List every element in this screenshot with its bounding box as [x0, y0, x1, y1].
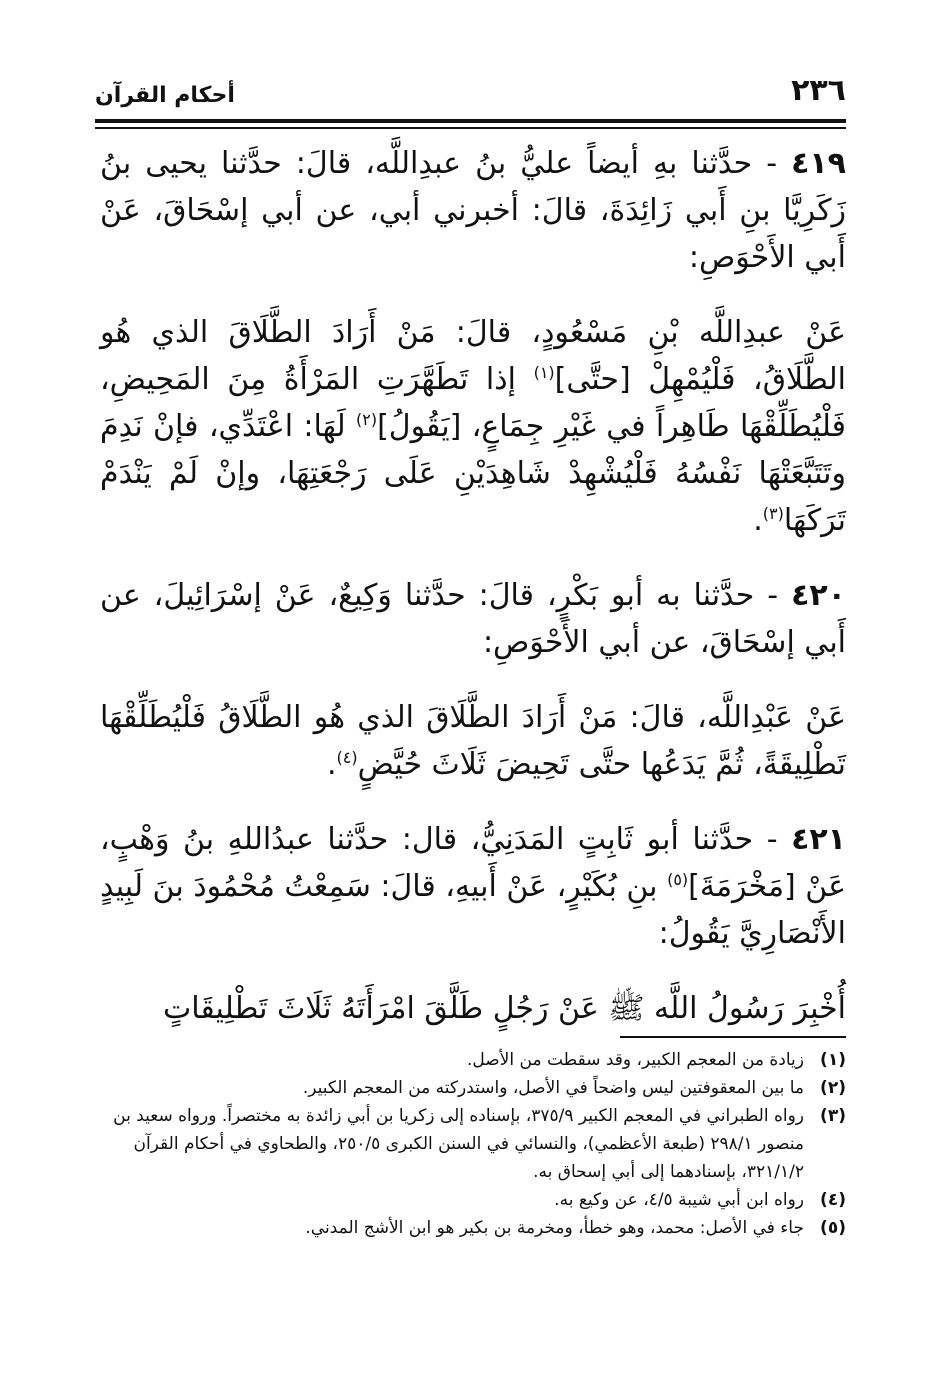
- matn-end: .: [327, 747, 337, 782]
- isnad-text: بنِ بُكَيْرٍ، عَنْ أَبيهِ، قالَ: سَمِعْتُ مُحْمُودَ بنَ لَبِيدٍ الأَنْصَارِيَّ يَقُولُ:: [100, 869, 846, 951]
- footnote-item: [100, 1102, 846, 1186]
- hadith-419-matn: [100, 309, 846, 544]
- footnote-marker: (٢): [355, 410, 378, 429]
- hadith-number: ٤٢١: [791, 822, 846, 857]
- footnote-text: رواه ابن أبي شيبة ٤/٥، عن وكيع به.: [554, 1190, 804, 1210]
- matn-text: عَنْ عَبْدِاللَّه، قالَ: مَنْ أَرَادَ الطَّلَاقَ الذي هُو الطَّلَاقُ فَلْيُطَلِّقْهَا تَطْلِيقَةً، ثُمَّ يَدَعُها حتَّى تَحِيضَ ثَلَاثَ حُيَّضٍ: [100, 700, 846, 782]
- footnote-number: (١): [820, 1050, 846, 1070]
- matn-end: .: [753, 503, 763, 538]
- running-title: أحكام القرآن: [95, 83, 235, 108]
- matn-text: لَهَا: اعْتَدِّي، فإنْ نَدِمَ وتَتَبَّعَتْهَا نَفْسُهُ فَلْيُشْهِدْ شَاهِدَيْنِ عَلَى رَجْعَتِهَا، وإنْ لَمْ يَنْدَمْ تَرَكَهَا: [100, 409, 846, 538]
- footnote-item: [100, 1214, 846, 1242]
- footnote-marker: (١): [533, 363, 555, 382]
- hadith-421-matn: [100, 985, 846, 1032]
- footnote-number: (٥): [820, 1218, 846, 1238]
- hadith-420-isnad: [100, 572, 846, 666]
- footnote-text: ما بين المعقوفتين ليس واضحاً في الأصل، واستدركته من المعجم الكبير.: [302, 1078, 804, 1098]
- isnad-text: - حدَّثنا بهِ أيضاً عليُّ بنُ عبدِاللَّه، قالَ: حدَّثنا يحيى بنُ زَكَرِيَّا بنِ أَبي زَائِدَةَ، قالَ: أخبرني أبي، عن أبي إسْحَاقَ، عَنْ أَبي الأَحْوَصِ:: [100, 146, 846, 275]
- footnote-marker: (٤): [336, 748, 358, 767]
- footnote-number: (٢): [820, 1078, 846, 1098]
- footnote-text: زيادة من المعجم الكبير، وقد سقطت من الأصل.: [466, 1050, 804, 1070]
- footnote-number: (٤): [820, 1190, 846, 1210]
- hadith-number: ٤٢٠: [791, 578, 846, 613]
- footnote-marker: (٣): [762, 504, 784, 523]
- matn-text: عَنْ عبدِاللَّه بْنِ مَسْعُودٍ، قالَ: مَنْ أَرَادَ الطَّلَاقَ الذي هُو الطَّلَاقُ، فَلْيُمْهِلْ [حتَّى]: [100, 315, 847, 397]
- footnote-separator: [620, 1036, 846, 1038]
- matn-text: أُخْبِرَ رَسُولُ اللَّه ﷺ عَنْ رَجُلٍ طَلَّقَ امْرَأَتَهُ ثَلَاثَ تَطْلِيقَاتٍ: [163, 991, 846, 1026]
- header-rule-thick: [95, 119, 846, 123]
- footnote-text: رواه الطبراني في المعجم الكبير ٣٧٥/٩، بإسناده إلى زكريا بن أبي زائدة به مختصراً. ورواه سعيد بن منصور ٢٩٨/١ (طبعة الأعظمي)، والنسائي في السنن الكبرى ٢٥٠/٥، والطحاوي في أحكام القرآن ٣٢١/١/٢، بإسنادهما إلى أبي إسحاق به.: [113, 1106, 804, 1182]
- hadith-420-matn: [100, 694, 846, 788]
- footnote-text: جاء في الأصل: محمد، وهو خطأ، ومخرمة بن بكير هو ابن الأشج المدني.: [305, 1218, 804, 1238]
- footnote-item: [100, 1186, 846, 1214]
- page-number: ٢٣٦: [791, 73, 846, 108]
- matn-text: إذا تَطَهَّرَتِ المَرْأَةُ مِنَ المَحِيضِ، فَلْيُطَلِّقْهَا طَاهِراً في غَيْرِ جِمَاعٍ، [يَقُولُ]: [100, 362, 846, 444]
- header-rule-thin: [95, 127, 846, 129]
- page-header: [95, 72, 846, 116]
- isnad-text: - حدَّثنا أبو ثَابِتٍ المَدَنِيُّ، قال: حدَّثنا عبدُاللهِ بنُ وَهْبٍ، عَنْ [مَخْرَمَةَ]: [100, 822, 846, 904]
- footnote-item: [100, 1074, 846, 1102]
- hadith-number: ٤١٩: [791, 146, 846, 181]
- main-text: [100, 140, 846, 1060]
- footnotes: [100, 1046, 846, 1242]
- footnote-item: [100, 1046, 846, 1074]
- hadith-419-isnad: [100, 140, 846, 281]
- footnote-number: (٣): [820, 1106, 846, 1126]
- footnote-marker: (٥): [667, 870, 689, 889]
- hadith-421-isnad: [100, 816, 846, 957]
- isnad-text: - حدَّثنا به أبو بَكْرٍ، قالَ: حدَّثنا وَكِيعٌ، عَنْ إسْرَائِيلَ، عن أَبي إسْحَاقَ، عن أبي الأَحْوَصِ:: [100, 578, 846, 660]
